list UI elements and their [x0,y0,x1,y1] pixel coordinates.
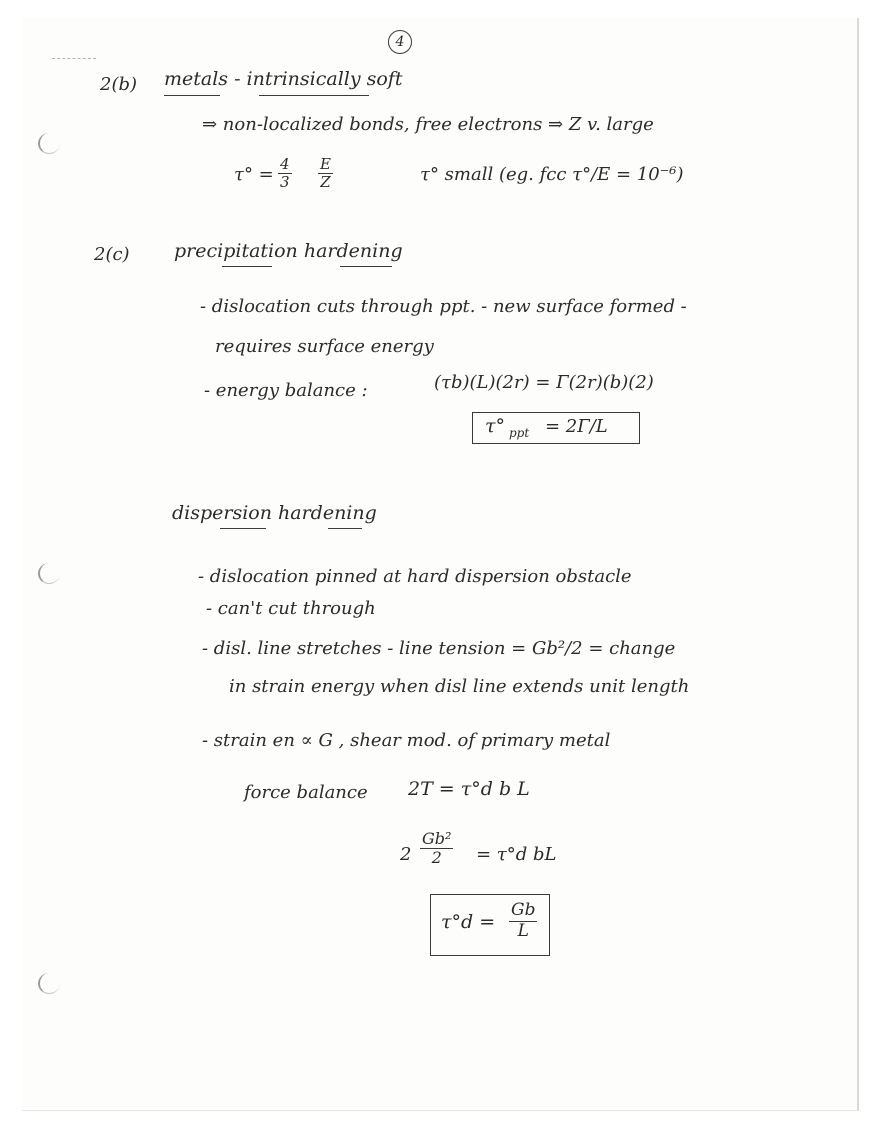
notes-page [22,18,859,1111]
page-number: 4 [395,34,405,50]
fraction-gb2-over-2 [420,830,453,868]
fraction-denominator: L [517,920,529,941]
punch-hole-top [38,133,60,154]
text-line: - dislocation pinned at hard dispersion obstacle [198,566,632,587]
tau-label: τ° = [234,164,274,185]
text-line: - energy balance : [204,380,368,401]
section-label-2b: 2(b) [100,74,138,95]
boxed-rhs: = 2Γ/L [545,416,608,437]
text-line: - dislocation cuts through ppt. - new surface formed - [200,296,687,317]
heading-underline [222,266,272,267]
fraction-numerator: E [320,155,331,173]
heading-underline [164,95,220,96]
tau-symbol: τ° [485,415,506,437]
corner-scribble [52,58,96,59]
boxed-result-ppt [472,412,640,444]
text-line: in strain energy when disl line extends unit length [229,676,690,697]
subscript-ppt: ppt [509,426,530,440]
text-line: τ° small (eg. fcc τ°/E = 10⁻⁶) [420,164,684,185]
equation-rhs: = τ°d bL [476,844,557,865]
fraction-gb-over-l [509,901,537,941]
boxed-result-dispersion [430,894,550,956]
fraction-numerator: Gb [511,900,536,920]
heading-underline [220,528,266,529]
fraction-denominator: Z [320,173,331,192]
heading-dispersion: dispersion hardening [172,502,377,524]
text-line: - strain en ∝ G , shear mod. of primary metal [202,730,611,751]
text-line: - can't cut through [206,598,376,619]
fraction-denominator: 3 [280,173,290,192]
fraction-numerator: Gb² [422,829,452,848]
fraction-four-thirds [278,156,292,192]
punch-hole-middle [38,563,60,584]
text-line: - disl. line stretches - line tension = Gb²/2 = change [202,638,676,659]
section-label-2c: 2(c) [94,244,130,265]
boxed-lhs: τ°d = [441,911,496,933]
energy-balance-equation: (τb)(L)(2r) = Γ(2r)(b)(2) [434,372,654,393]
heading-precipitation: precipitation hardening [174,240,403,262]
fraction-numerator: 4 [280,155,290,173]
page-number-circle [388,30,412,54]
heading-underline [259,95,369,96]
force-balance-label: force balance [244,782,368,803]
punch-hole-bottom [38,973,60,994]
heading-underline [340,266,392,267]
equation-coefficient: 2 [400,844,412,865]
text-line: ⇒ non-localized bonds, free electrons ⇒ Z v. large [202,114,654,135]
heading-metals: metals - intrinsically soft [164,68,403,90]
heading-underline [328,528,362,529]
text-line: requires surface energy [215,336,434,357]
fraction-denominator: 2 [431,848,442,868]
force-balance-equation: 2T = τ°d b L [408,778,530,800]
fraction-e-over-z [318,156,333,192]
